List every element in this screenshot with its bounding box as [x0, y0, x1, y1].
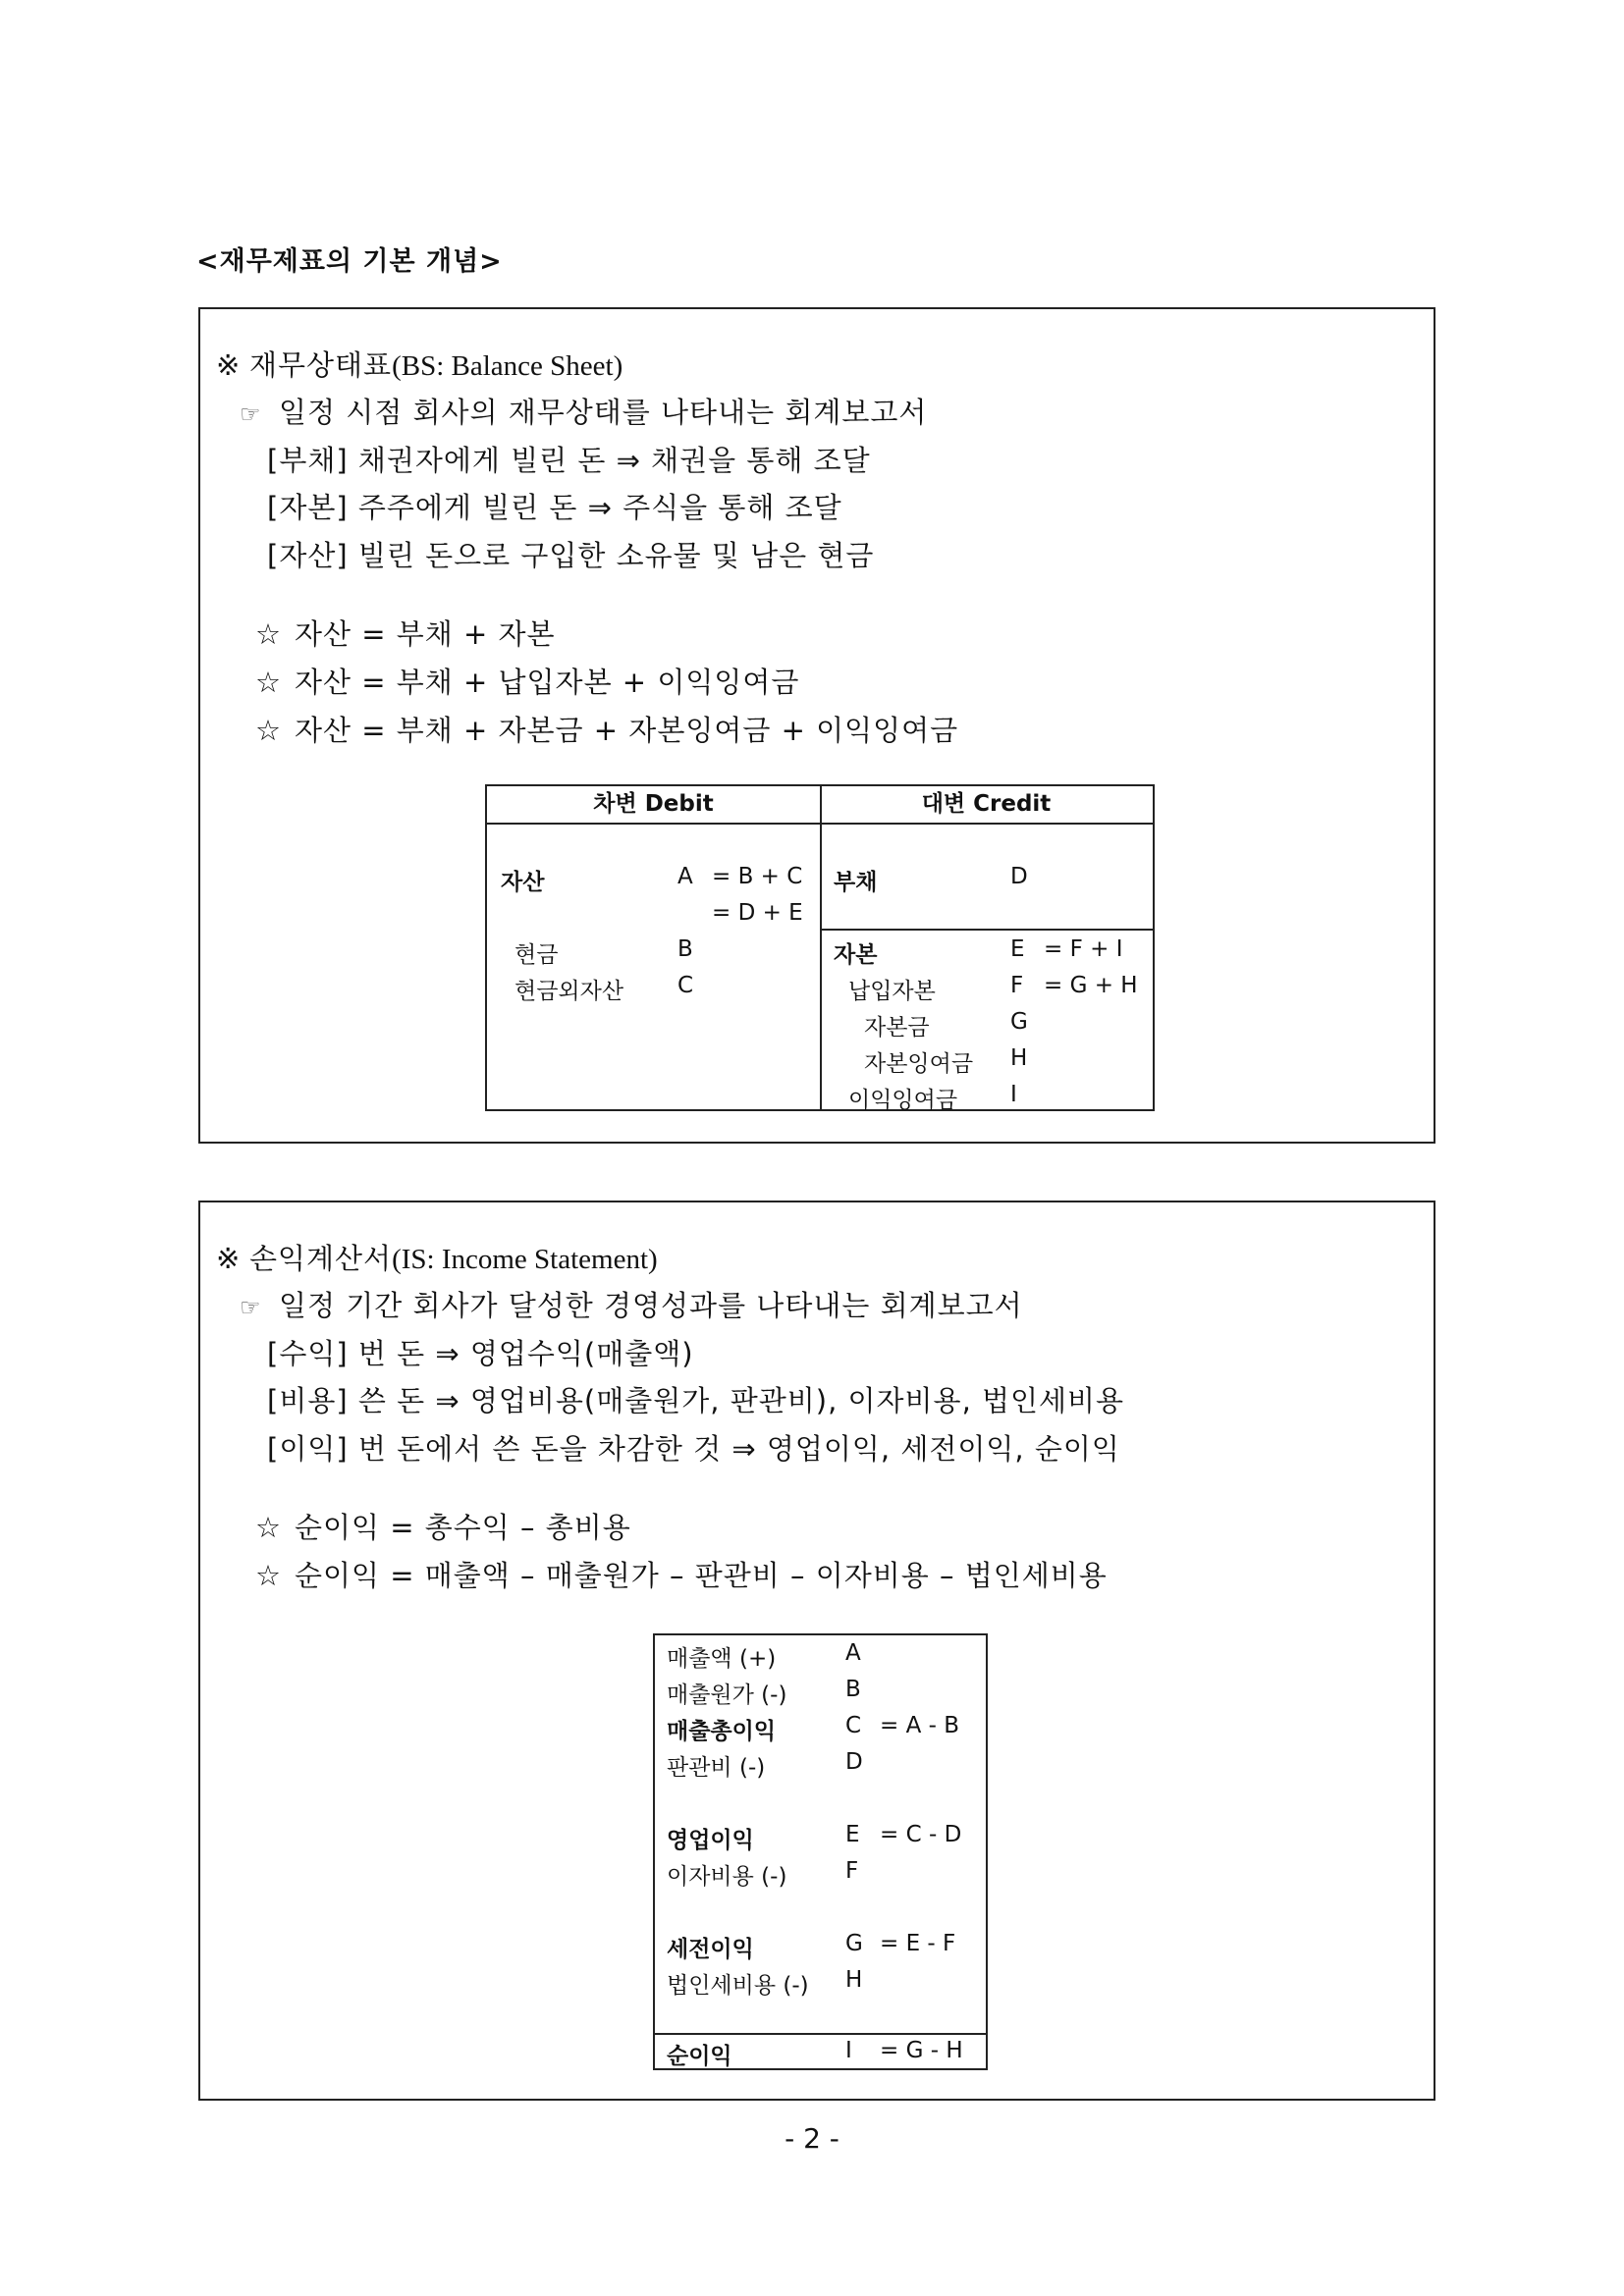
net-income-code: I	[845, 2038, 852, 2063]
star-icon: ☆	[255, 617, 282, 651]
star-icon: ☆	[255, 714, 282, 747]
income-statement-section	[198, 1201, 1435, 2101]
equation-text: 순이익 = 총수익 – 총비용	[295, 1511, 631, 1544]
operating-income-label: 영업이익	[667, 1828, 754, 1853]
pointing-hand-icon: ☞	[240, 1294, 262, 1321]
liability-equity-divider	[820, 929, 1153, 931]
paid-in-capital-code: F	[1010, 973, 1024, 998]
description-text: 일정 시점 회사의 재무상태를 나타내는 회계보고서	[279, 396, 928, 429]
income-statement-description	[240, 1284, 1023, 1324]
definition-equity: [자본] 주주에게 빌린 돈 ⇒ 주식을 통해 조달	[267, 491, 842, 524]
equity-label: 자본	[834, 942, 878, 968]
cogs-code: B	[845, 1677, 861, 1702]
equation-1	[255, 1506, 631, 1546]
operating-income-code: E	[845, 1822, 860, 1847]
balance-sheet-heading	[216, 344, 623, 384]
page-number: - 2 -	[785, 2122, 839, 2155]
definition-liability: [부채] 채권자에게 빌린 돈 ⇒ 채권을 통해 조달	[267, 444, 871, 477]
balance-sheet-section	[198, 307, 1435, 1144]
reference-mark-icon: ※	[216, 348, 242, 382]
income-statement-table	[653, 1633, 988, 2070]
cogs-label: 매출원가 (-)	[667, 1682, 787, 1708]
equity-code: E	[1010, 936, 1025, 962]
asset-formula: = B + C	[712, 864, 803, 889]
liability-code: D	[1010, 864, 1028, 889]
equation-1	[255, 613, 556, 653]
interest-expense-code: F	[845, 1858, 859, 1884]
paid-in-capital-label: 납입자본	[848, 979, 936, 1004]
heading-korean: 재무상태표	[249, 348, 393, 382]
operating-income-formula: = C - D	[880, 1822, 962, 1847]
capital-surplus-label: 자본잉여금	[864, 1051, 974, 1077]
balance-sheet-table	[485, 784, 1155, 1111]
heading-english: (BS: Balance Sheet)	[392, 350, 623, 382]
cash-code: B	[677, 936, 693, 962]
equation-text: 순이익 = 매출액 – 매출원가 – 판관비 – 이자비용 – 법인세비용	[295, 1559, 1108, 1592]
equation-text: 자산 = 부채 + 자본금 + 자본잉여금 + 이익잉여금	[295, 714, 959, 747]
sales-code: A	[845, 1640, 861, 1666]
asset-label: 자산	[501, 870, 545, 895]
asset-code: A	[677, 864, 693, 889]
income-statement-heading	[216, 1237, 658, 1277]
non-cash-asset-label: 현금외자산	[514, 979, 624, 1004]
pretax-income-code: G	[845, 1931, 863, 1956]
star-icon: ☆	[255, 1511, 282, 1544]
retained-earnings-code: I	[1010, 1082, 1017, 1107]
total-divider	[655, 2033, 986, 2035]
net-income-formula: = G - H	[880, 2038, 963, 2063]
gross-profit-code: C	[845, 1713, 862, 1738]
equity-formula: = F + I	[1044, 936, 1123, 962]
definition-asset: [자산] 빌린 돈으로 구입한 소유물 및 남은 현금	[267, 539, 875, 572]
page-title: <재무제표의 기본 개념>	[196, 246, 503, 277]
income-tax-code: H	[845, 1967, 863, 1993]
equation-3	[255, 709, 958, 749]
gross-profit-formula: = A - B	[880, 1713, 960, 1738]
pretax-income-formula: = E - F	[880, 1931, 956, 1956]
balance-sheet-description	[240, 391, 927, 431]
heading-english: (IS: Income Statement)	[392, 1244, 658, 1275]
capital-surplus-code: H	[1010, 1045, 1028, 1071]
star-icon: ☆	[255, 666, 282, 699]
column-divider	[820, 786, 822, 1109]
description-text: 일정 기간 회사가 달성한 경영성과를 나타내는 회계보고서	[279, 1289, 1023, 1322]
equation-text: 자산 = 부채 + 납입자본 + 이익잉여금	[295, 666, 800, 699]
credit-header: 대변 Credit	[820, 786, 1153, 825]
sales-label: 매출액 (+)	[667, 1646, 777, 1672]
pointing-hand-icon: ☞	[240, 400, 262, 428]
cash-label: 현금	[514, 942, 559, 968]
income-tax-label: 법인세비용 (-)	[667, 1973, 809, 1999]
net-income-label: 순이익	[667, 2044, 732, 2069]
pretax-income-label: 세전이익	[667, 1937, 754, 1962]
equation-2	[255, 1554, 1108, 1594]
asset-formula-2: = D + E	[712, 900, 803, 926]
liability-label: 부채	[834, 870, 878, 895]
heading-korean: 손익계산서	[249, 1242, 393, 1275]
retained-earnings-label: 이익잉여금	[848, 1088, 958, 1113]
debit-header: 차변 Debit	[487, 786, 820, 825]
definition-expense: [비용] 쓴 돈 ⇒ 영업비용(매출원가, 판관비), 이자비용, 법인세비용	[267, 1384, 1125, 1417]
paid-in-capital-formula: = G + H	[1044, 973, 1138, 998]
equation-2	[255, 661, 799, 701]
equation-text: 자산 = 부채 + 자본	[295, 617, 556, 651]
non-cash-asset-code: C	[677, 973, 694, 998]
capital-stock-label: 자본금	[864, 1015, 930, 1041]
definition-revenue: [수익] 번 돈 ⇒ 영업수익(매출액)	[267, 1337, 694, 1370]
star-icon: ☆	[255, 1559, 282, 1592]
capital-stock-code: G	[1010, 1009, 1028, 1035]
interest-expense-label: 이자비용 (-)	[667, 1864, 787, 1890]
sga-code: D	[845, 1749, 863, 1775]
gross-profit-label: 매출총이익	[667, 1719, 777, 1744]
definition-profit: [이익] 번 돈에서 쓴 돈을 차감한 것 ⇒ 영업이익, 세전이익, 순이익	[267, 1432, 1120, 1466]
sga-label: 판관비 (-)	[667, 1755, 766, 1781]
reference-mark-icon: ※	[216, 1242, 242, 1275]
